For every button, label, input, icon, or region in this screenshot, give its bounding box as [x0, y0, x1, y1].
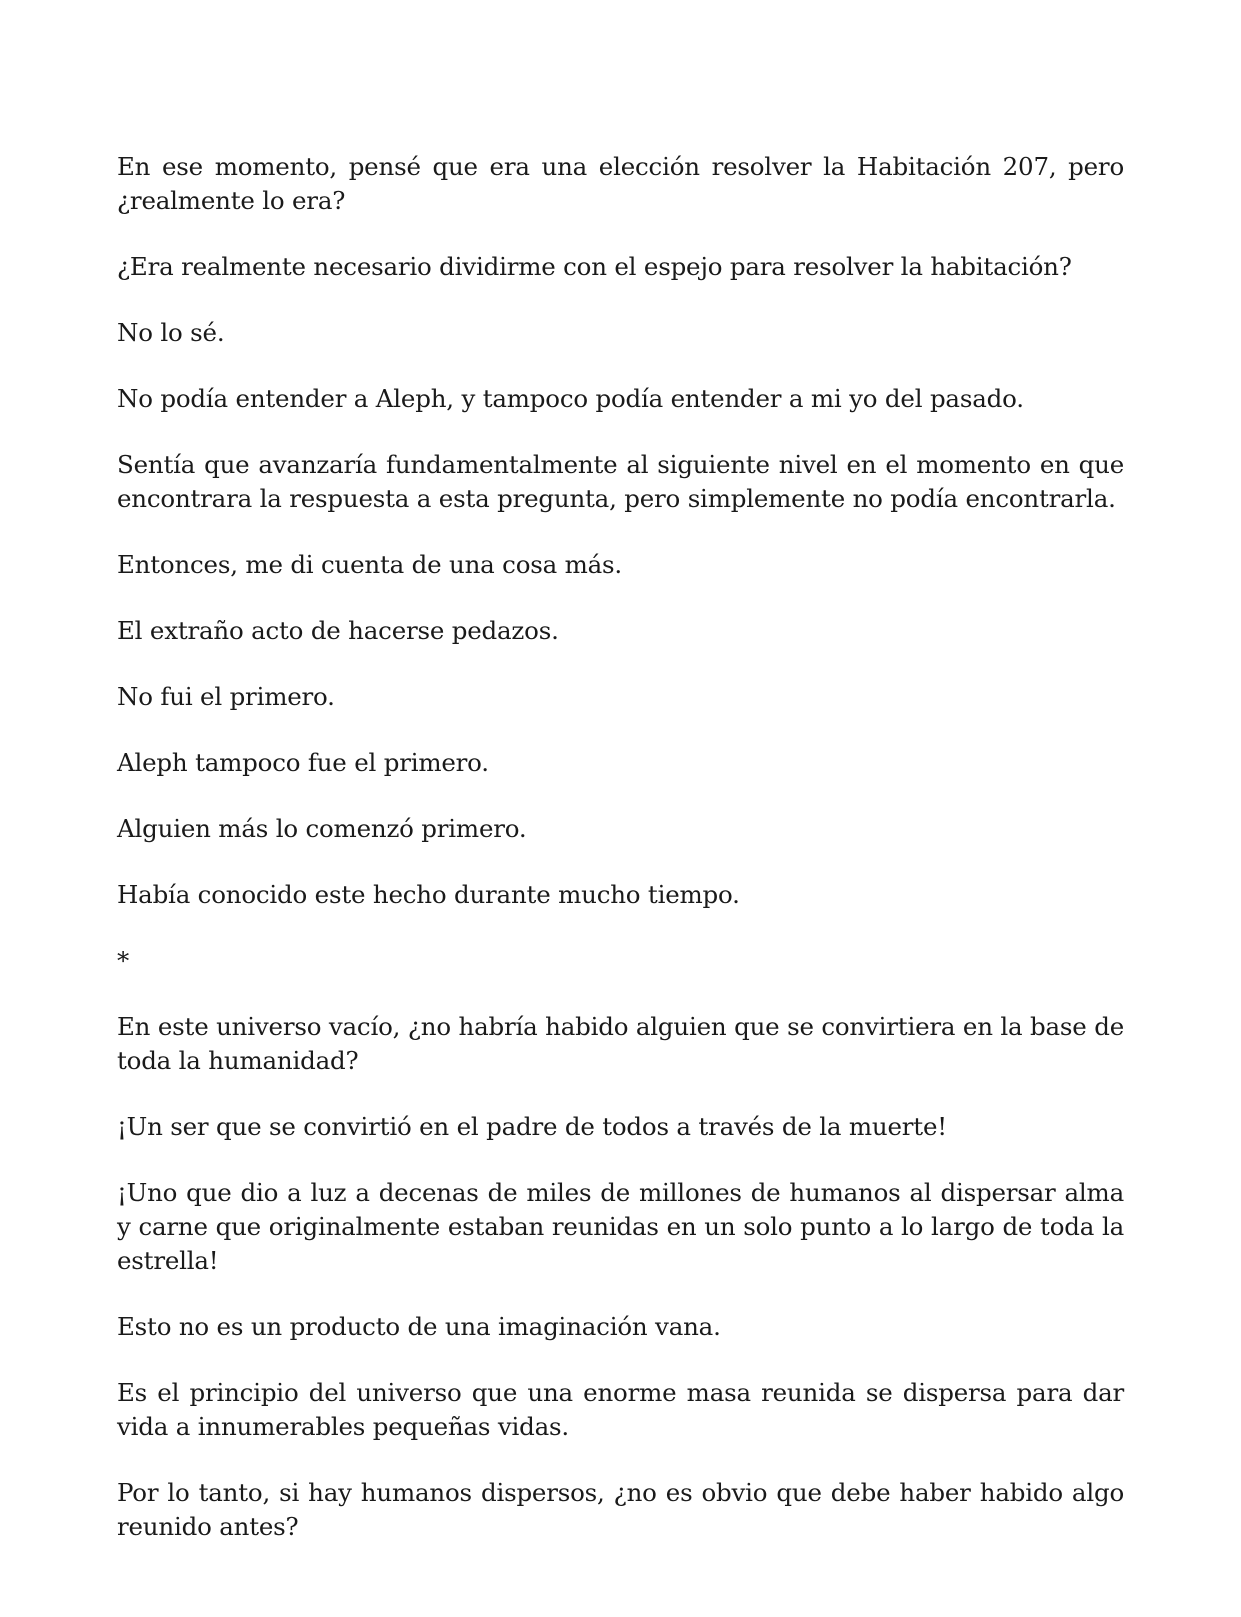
scene-break: * — [117, 946, 130, 975]
paragraph: Por lo tanto, si hay humanos dispersos, ¿no es obvio que debe haber habido algo reunido antes? — [117, 1478, 1124, 1541]
paragraph: Esto no es un producto de una imaginación vana. — [117, 1312, 721, 1341]
paragraph: El extraño acto de hacerse pedazos. — [117, 616, 559, 645]
paragraph: No fui el primero. — [117, 682, 335, 711]
paragraph: No lo sé. — [117, 318, 225, 347]
paragraph: Había conocido este hecho durante mucho tiempo. — [117, 880, 740, 909]
paragraph: Alguien más lo comenzó primero. — [117, 814, 527, 843]
paragraph: En este universo vacío, ¿no habría habido alguien que se convirtiera en la base de toda la humanidad? — [117, 1012, 1124, 1075]
paragraph: Aleph tampoco fue el primero. — [117, 748, 489, 777]
paragraph: Es el principio del universo que una enorme masa reunida se dispersa para dar vida a innumerables pequeñas vidas. — [117, 1378, 1124, 1441]
paragraph: En ese momento, pensé que era una elección resolver la Habitación 207, pero ¿realmente lo era? — [117, 152, 1124, 215]
paragraph: ¡Uno que dio a luz a decenas de miles de millones de humanos al dispersar alma y carne que originalmente estaban reunidas en un solo punto a lo largo de toda la estrella! — [117, 1178, 1124, 1275]
paragraph: Sentía que avanzaría fundamentalmente al siguiente nivel en el momento en que encontrara la respuesta a esta pregunta, pero simplemente no podía encontrarla. — [117, 450, 1124, 513]
paragraph: ¡Un ser que se convirtió en el padre de todos a través de la muerte! — [117, 1112, 947, 1141]
paragraph: No podía entender a Aleph, y tampoco podía entender a mi yo del pasado. — [117, 384, 1024, 413]
paragraph: Entonces, me di cuenta de una cosa más. — [117, 550, 623, 579]
paragraph: ¿Era realmente necesario dividirme con el espejo para resolver la habitación? — [117, 252, 1072, 281]
